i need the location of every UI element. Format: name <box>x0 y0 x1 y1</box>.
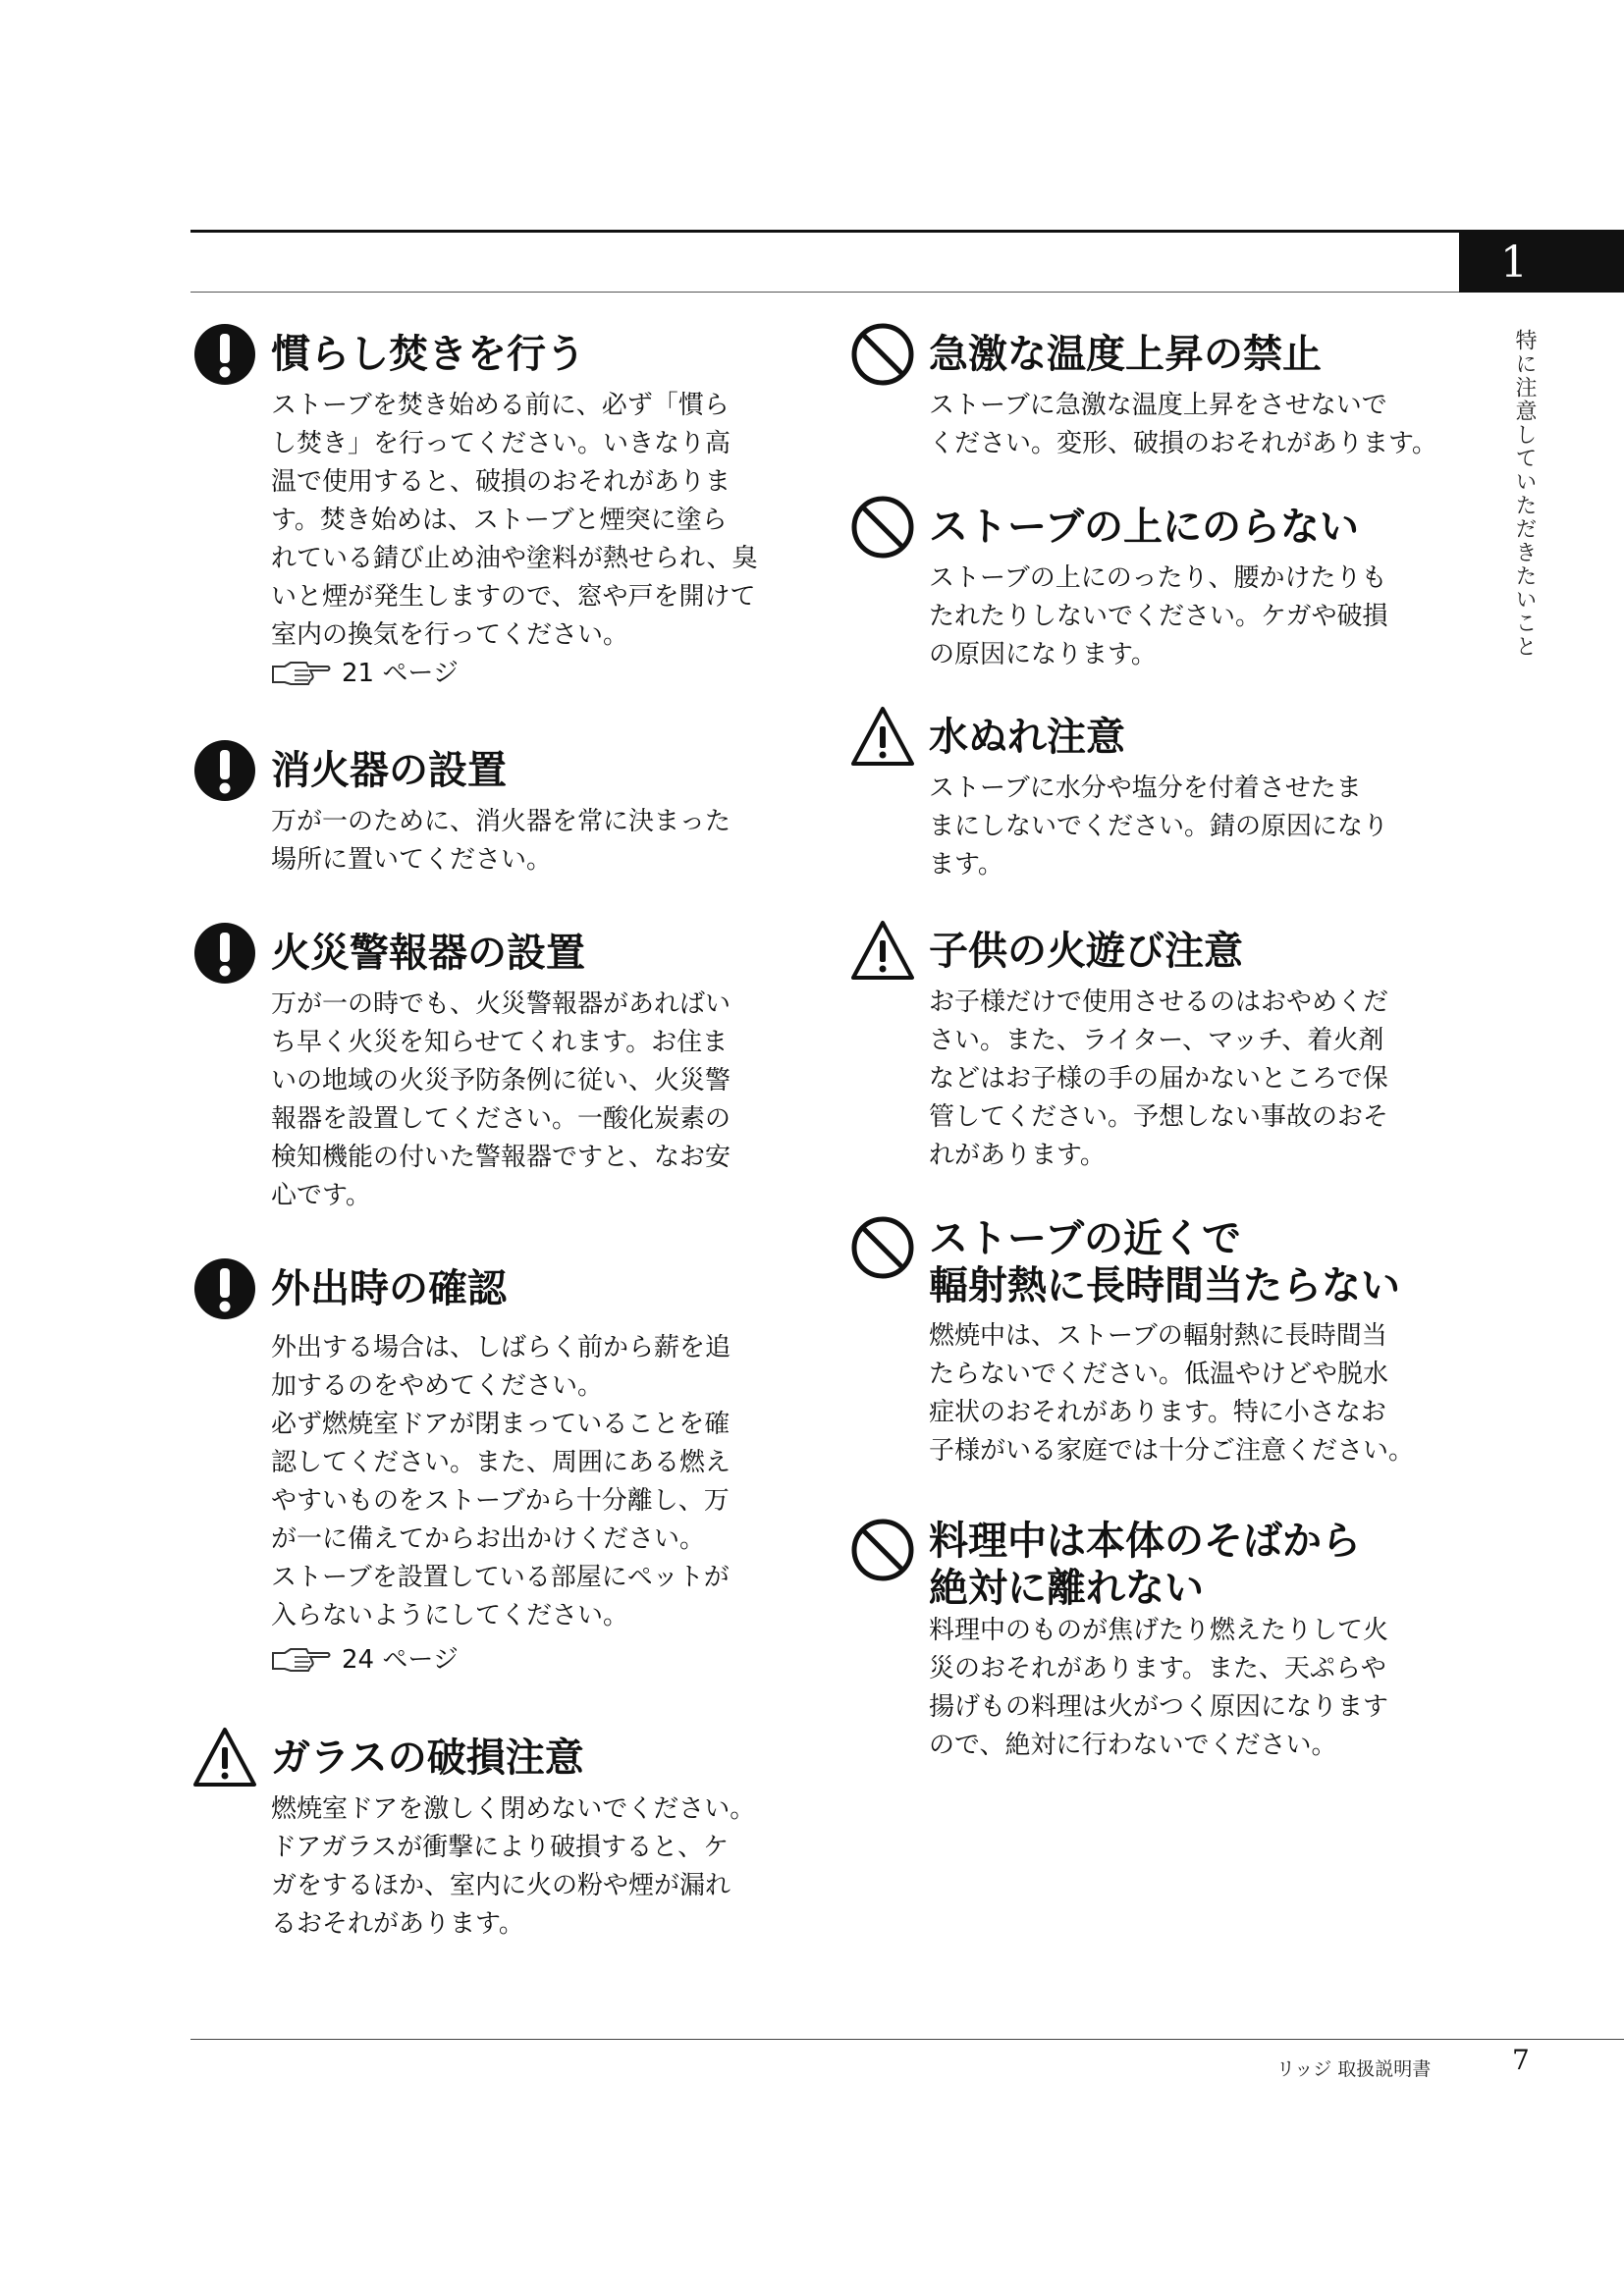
section-body: 外出する場合は、しばらく前から薪を追 加するのをやめてください。 必ず燃焼室ドアが閉まっていることを確 認してください。また、周囲にある燃え やすいものをストーブから十分離し、万 が一に備えてからお出かけください。 ストーブを設置している部屋にペットが 入らないようにしてください。 <box>271 1333 731 1630</box>
section-body: ストーブに水分や塩分を付着させたま まにしないでください。錆の原因になり ます。 <box>929 774 1389 880</box>
section-title: 子供の火遊び注意 <box>929 929 1243 974</box>
header-rule-thin <box>190 292 1624 293</box>
section-body: ストーブの上にのったり、腰かけたりも たれたりしないでください。ケガや破損 の原因になります。 <box>929 563 1388 669</box>
page-reference: 21 ページ <box>271 655 801 692</box>
warning-triangle-icon <box>850 705 915 770</box>
pointing-hand-icon <box>271 659 332 688</box>
prohibition-icon <box>850 322 915 387</box>
chapter-side-title: 特に注意していただきたいこと <box>1512 329 1537 659</box>
mandatory-icon <box>192 921 257 986</box>
section-body: 燃焼室ドアを激しく閉めないでください。 ドアガラスが衝撃により破損すると、ケ ガをするほか、室内に火の粉や煙が漏れ るおそれがあります。 <box>271 1794 756 1939</box>
section-rapid-temperature-rise <box>850 322 1459 463</box>
page-reference: 24 ページ <box>271 1641 801 1679</box>
section-fire-alarm <box>192 921 801 1215</box>
section-body: 万が一のために、消火器を常に決まった 場所に置いてください。 <box>271 807 731 875</box>
section-cooking-attendance <box>850 1518 1459 1765</box>
section-title: 水ぬれ注意 <box>929 715 1125 760</box>
section-radiant-heat <box>850 1215 1459 1470</box>
footer-manual-title: リッジ 取扱説明書 <box>1276 2058 1432 2080</box>
section-water-caution <box>850 705 1459 884</box>
section-title: 消火器の設置 <box>271 748 507 793</box>
section-title: 慣らし焚きを行う <box>271 332 585 377</box>
mandatory-icon <box>192 322 257 387</box>
prohibition-icon <box>850 1215 915 1280</box>
mandatory-icon <box>192 738 257 803</box>
chapter-number-tab: 1 <box>1459 233 1624 293</box>
section-child-fire-play <box>850 919 1459 1175</box>
section-body: ストーブに急激な温度上昇をさせないで ください。変形、破損のおそれがあります。 <box>929 391 1437 458</box>
section-body: 万が一の時でも、火災警報器があればい ち早く火災を知らせてくれます。お住ま いの地域の火災予防条例に従い、火災警 報器を設置してください。一酸化炭素の 検知機能の付いた警報器ですと、なお安 心です。 <box>271 989 731 1210</box>
mandatory-icon <box>192 1256 257 1321</box>
section-title: ガラスの破損注意 <box>271 1735 584 1781</box>
section-fire-extinguisher <box>192 738 801 880</box>
section-going-out-check <box>192 1256 801 1679</box>
section-body: 料理中のものが焦げたり燃えたりして火 災のおそれがあります。また、天ぷらや 揚げもの料理は火がつく原因になります ので、絶対に行わないでください。 <box>929 1616 1389 1760</box>
section-body: お子様だけで使用させるのはおやめくだ さい。また、ライター、マッチ、着火剤 などはお子様の手の届かないところで保 管してください。予想しない事故のおそ れがあります。 <box>929 988 1389 1170</box>
section-body: ストーブを焚き始める前に、必ず「慣ら し焚き」を行ってください。いきなり高 温で使用すると、破損のおそれがありま す。焚き始めは、ストーブと煙突に塗ら れている錆び止め油や塗料が熱せられ、臭 いと煙が発生しますので、窓や戸を開けて 室内の換気を行ってください。 <box>271 391 758 650</box>
section-body: 燃焼中は、ストーブの輻射熱に長時間当 たらないでください。低温やけどや脱水 症状のおそれがあります。特に小さなお 子様がいる家庭では十分ご注意ください。 <box>929 1321 1415 1466</box>
footer-rule <box>190 2039 1624 2040</box>
header-rule <box>190 230 1624 233</box>
section-glass-breakage <box>192 1726 801 1944</box>
prohibition-icon <box>850 1518 915 1582</box>
section-title: ストーブの近くで 輻射熱に長時間当たらない <box>929 1216 1400 1308</box>
warning-triangle-icon <box>192 1726 257 1790</box>
section-title: 火災警報器の設置 <box>271 931 585 976</box>
section-break-in-burn <box>192 322 801 692</box>
section-title: ストーブの上にのらない <box>929 505 1359 550</box>
prohibition-icon <box>850 495 915 560</box>
page-number: 7 <box>1512 2044 1530 2076</box>
section-title: 外出時の確認 <box>271 1266 507 1311</box>
section-title: 急激な温度上昇の禁止 <box>929 332 1322 377</box>
section-title: 料理中は本体のそばから 絶対に離れない <box>929 1519 1361 1611</box>
warning-triangle-icon <box>850 919 915 984</box>
pointing-hand-icon <box>271 1645 332 1675</box>
section-do-not-climb <box>850 495 1459 674</box>
